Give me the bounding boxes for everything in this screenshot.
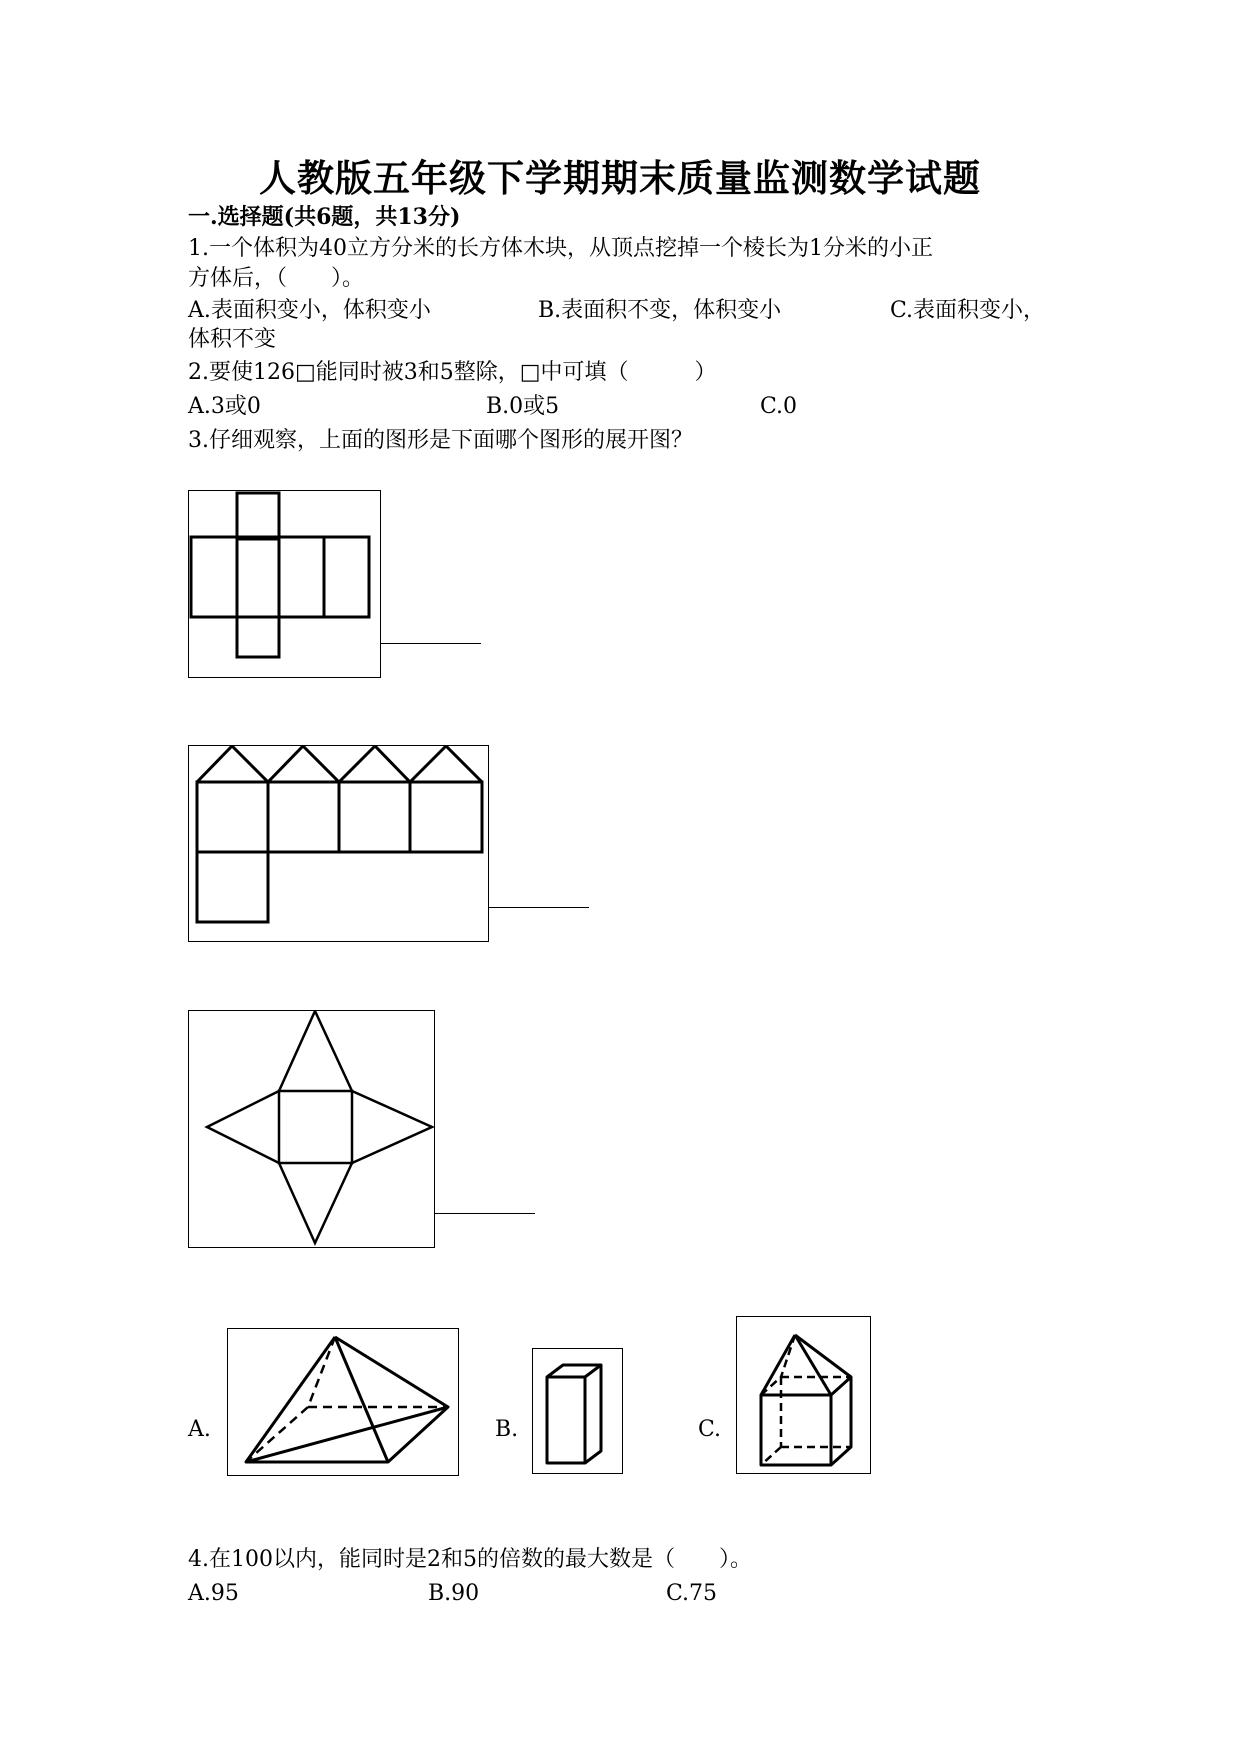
q2-option-a[interactable]: A.3或0	[188, 394, 261, 419]
q3-option-c-figure[interactable]	[736, 1316, 871, 1474]
q3-option-b-label[interactable]: B.	[495, 1417, 519, 1442]
answer-blank-2[interactable]	[489, 907, 589, 908]
cube-with-pyramid-drawing	[737, 1317, 872, 1475]
answer-blank-1[interactable]	[381, 643, 481, 644]
net-figure-3	[188, 1010, 435, 1248]
answer-blank-3[interactable]	[435, 1213, 535, 1214]
q3-option-b-figure[interactable]	[532, 1348, 623, 1474]
q4-option-a[interactable]: A.95	[188, 1581, 239, 1606]
cuboid-drawing	[533, 1349, 624, 1475]
section-heading: 一.选择题(共6题，共13分)	[188, 204, 461, 230]
q1-option-a[interactable]: A.表面积变小，体积变小	[188, 298, 431, 323]
q3-option-a-figure[interactable]	[227, 1328, 459, 1476]
q1-option-b[interactable]: B.表面积不变，体积变小	[538, 298, 782, 323]
q1-stem-line2: 方体后，（ ）。	[188, 266, 365, 291]
q3-option-c-label[interactable]: C.	[698, 1417, 722, 1442]
net-figure-2	[188, 745, 489, 942]
net-figure-1	[188, 490, 381, 678]
q2-option-b[interactable]: B.0或5	[486, 394, 560, 419]
prism-net-drawing	[189, 746, 490, 943]
q4-option-c[interactable]: C.75	[666, 1581, 718, 1606]
q4-stem: 4.在100以内，能同时是2和5的倍数的最大数是（ ）。	[188, 1547, 752, 1572]
q1-option-c[interactable]: C.表面积变小，	[890, 298, 1046, 323]
q2-option-c[interactable]: C.0	[760, 394, 798, 419]
q2-stem: 2.要使126□能同时被3和5整除，□中可填（ ）	[188, 360, 717, 385]
pyramid-net-drawing	[189, 1011, 436, 1249]
q1-option-c-cont: 体积不变	[188, 327, 277, 352]
square-pyramid-drawing	[228, 1329, 460, 1477]
q1-stem-line1: 1.一个体积为40立方分米的长方体木块，从顶点挖掉一个棱长为1分米的小正	[188, 236, 933, 261]
q4-option-b[interactable]: B.90	[428, 1581, 480, 1606]
q3-stem: 3.仔细观察，上面的图形是下面哪个图形的展开图？	[188, 428, 693, 453]
cuboid-net-drawing	[189, 491, 382, 679]
page-title: 人教版五年级下学期期末质量监测数学试题	[259, 156, 981, 200]
q3-option-a-label[interactable]: A.	[188, 1417, 211, 1442]
